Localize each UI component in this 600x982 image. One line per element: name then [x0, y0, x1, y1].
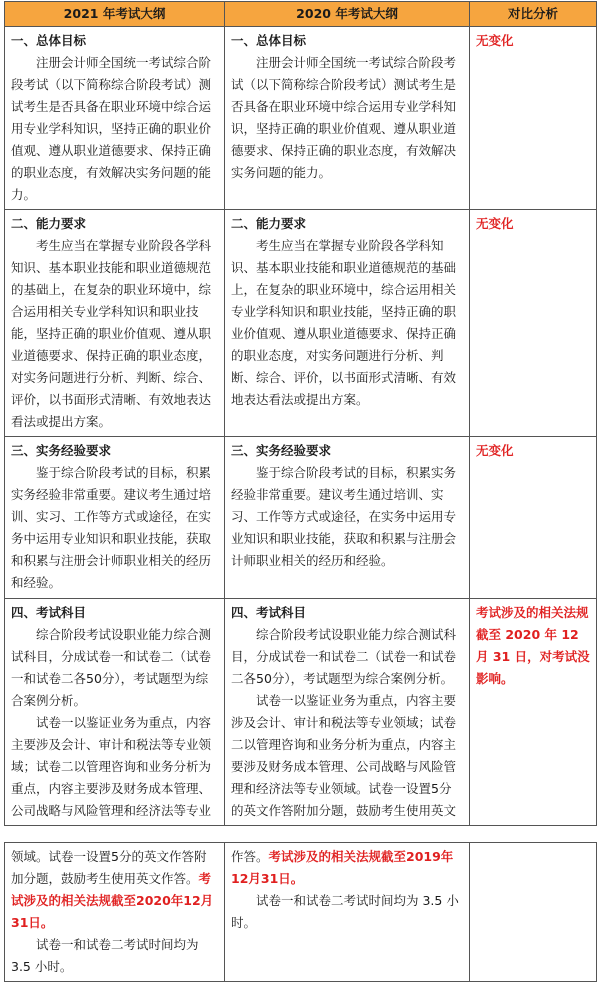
cell-2020: [225, 210, 470, 437]
section-heading: 三、实务经验要求: [11, 443, 112, 458]
cell-2020: [225, 27, 470, 210]
cell-2021: [5, 27, 225, 210]
syllabus-comparison-table: [4, 1, 597, 826]
cell-2020: [225, 599, 470, 826]
section-text: 考生应当在掌握专业阶段各学科知识、基本职业技能和职业道德规范的基础上，在复杂的职业环境中，综合运用相关专业学科知识和职业技能，坚持正确的职业价值观、遵从职业道德要求、保持正确的职业态度，对实务问题进行分析、判断、综合、评价，以书面形式清晰、有效地表达看法或提出方案。: [231, 238, 457, 407]
regulation-deadline-text: 考试涉及的相关法规截至2020年12月31日。: [11, 871, 214, 930]
section-heading: 一、总体目标: [11, 33, 87, 48]
section-heading: 二、能力要求: [231, 216, 307, 231]
section-text: [11, 846, 218, 934]
section-text: 试卷一以鉴证业务为重点，内容主要涉及会计、审计和税法等专业领域；试卷二以管理咨询和业务分析为重点，内容主要涉及财务成本管理、公司战略与风险管理和经济法等专业领域。试卷一设置5分的英文作答附加分题，鼓励考生使用英文: [231, 693, 457, 818]
cell-compare: [470, 843, 597, 982]
section-text: 综合阶段考试设职业能力综合测试科目，分成试卷一和试卷二（试卷一和试卷二各50分），考试题型为综合案例分析。: [11, 627, 212, 708]
cell-2021: [5, 599, 225, 826]
table-row: [5, 27, 597, 210]
header-row: [5, 2, 597, 27]
cell-2020: [225, 437, 470, 599]
header-compare: 对比分析: [470, 2, 597, 27]
section-text: 考生应当在掌握专业阶段各学科知识、基本职业技能和职业道德规范的基础上，在复杂的职业环境中，综合运用相关专业学科知识和职业技能，坚持正确的职业价值观、遵从职业道德要求、保持正确的职业态度，对实务问题进行分析、判断、综合、评价，以书面形式清晰、有效地表达看法或提出方案。: [11, 238, 212, 429]
section-text: 鉴于综合阶段考试的目标，积累实务经验非常重要。建议考生通过培训、实习、工作等方式或途径，在实务中运用专业知识和职业技能，获取和积累与注册会计师职业相关的经历和经验。: [231, 465, 457, 568]
table-row: [5, 210, 597, 437]
syllabus-continuation-table: [4, 842, 597, 982]
section-heading: 二、能力要求: [11, 216, 87, 231]
section-text-plain: 作答。: [231, 849, 269, 864]
cell-compare: [470, 210, 597, 437]
cell-2021: [5, 437, 225, 599]
header-2021: 2021 年考试大纲: [5, 2, 225, 27]
header-2020: 2020 年考试大纲: [225, 2, 470, 27]
cell-compare: [470, 27, 597, 210]
section-text: 注册会计师全国统一考试综合阶段考试（以下简称综合阶段考试）测试考生是否具备在职业环境中综合运用专业学科知识，坚持正确的职业价值观、遵从职业道德要求、保持正确的职业态度，有效解决实务问题的能力。: [11, 55, 212, 202]
section-text: 试卷一以鉴证业务为重点，内容主要涉及会计、审计和税法等专业领域；试卷二以管理咨询和业务分析为重点，内容主要涉及财务成本管理、公司战略与风险管理和经济法等专业: [11, 715, 212, 818]
compare-text: 无变化: [476, 33, 514, 48]
cell-compare: [470, 437, 597, 599]
section-text: 综合阶段考试设职业能力综合测试科目，分成试卷一和试卷二（试卷一和试卷二各50分），考试题型为综合案例分析。: [231, 627, 457, 686]
cell-compare: [470, 599, 597, 826]
table-row: [5, 437, 597, 599]
section-text: 试卷一和试卷二考试时间均为 3.5 小时。: [231, 893, 459, 930]
section-text: 试卷一和试卷二考试时间均为3.5 小时。: [11, 937, 199, 974]
section-text-plain: 领域。试卷一设置5分的英文作答附加分题，鼓励考生使用英文作答。: [11, 849, 207, 886]
cell-2021: [5, 843, 225, 982]
section-text: 注册会计师全国统一考试综合阶段考试（以下简称综合阶段考试）测试考生是否具备在职业环境中综合运用专业学科知识，坚持正确的职业价值观、遵从职业道德要求、保持正确的职业态度，有效解决实务问题的能力。: [231, 55, 457, 180]
section-heading: 四、考试科目: [11, 605, 87, 620]
table-row: [5, 599, 597, 826]
cell-2020: [225, 843, 470, 982]
section-heading: 三、实务经验要求: [231, 443, 332, 458]
section-text: 鉴于综合阶段考试的目标，积累实务经验非常重要。建议考生通过培训、实习、工作等方式或途径，在实务中运用专业知识和职业技能，获取和积累与注册会计师职业相关的经历和经验。: [11, 465, 212, 590]
section-text: [231, 846, 463, 890]
compare-text: 考试涉及的相关法规截至 2020 年 12 月 31 日，对考试没影响。: [476, 605, 590, 686]
compare-text: 无变化: [476, 443, 514, 458]
cell-2021: [5, 210, 225, 437]
section-heading: 四、考试科目: [231, 605, 307, 620]
regulation-deadline-text: 考试涉及的相关法规截至2019年12月31日。: [231, 849, 454, 886]
table-row: [5, 843, 597, 982]
section-heading: 一、总体目标: [231, 33, 307, 48]
compare-text: 无变化: [476, 216, 514, 231]
